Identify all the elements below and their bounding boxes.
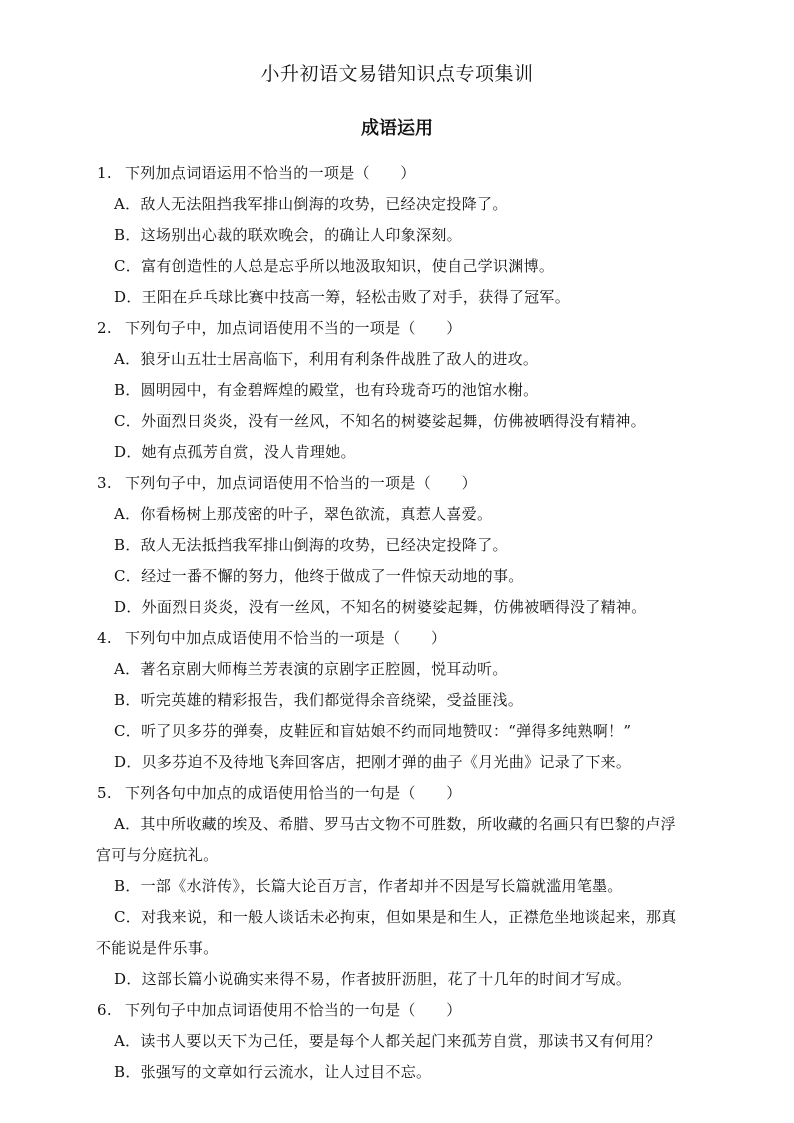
- question-number: 2.: [97, 319, 112, 337]
- question-number: 6.: [97, 1001, 112, 1019]
- question-number: 1.: [97, 164, 112, 182]
- question-option: B．听完英雄的精彩报告，我们都觉得余音绕梁，受益匪浅。: [114, 691, 524, 709]
- question-option: A．你看杨树上那茂密的叶子，翠色欲流，真惹人喜爱。: [114, 505, 493, 523]
- question-option: D．王阳在乒乓球比赛中技高一筹，轻松击败了对手，获得了冠军。: [114, 288, 571, 306]
- question-stem: [0, 158, 794, 189]
- question-option: D．这部长篇小说确实来得不易，作者披肝沥胆，花了十几年的时间才写成。: [114, 970, 632, 988]
- question-option: B．圆明园中，有金碧辉煌的殿堂，也有玲珑奇巧的池馆水榭。: [114, 381, 539, 399]
- question-option: B．张强写的文章如行云流水，让人过目不忘。: [114, 1063, 432, 1081]
- question-option: D．她有点孤芳自赏，没人肯理她。: [114, 443, 356, 461]
- question-option: A．读书人要以天下为己任，要是每个人都关起门来孤芳自赏，那读书又有何用？: [114, 1032, 661, 1050]
- question-number: 5.: [97, 784, 112, 802]
- question-stem: [0, 468, 794, 499]
- document-title: 小升初语文易错知识点专项集训: [260, 63, 534, 85]
- section-title: 成语运用: [361, 118, 433, 139]
- question-text: 下列句子中，加点词语使用不当的一项是（ ）: [125, 319, 462, 337]
- question-stem: [0, 778, 794, 809]
- question-text: 下列句中加点成语使用不恰当的一项是（ ）: [125, 629, 447, 647]
- question-option: C．富有创造性的人总是忘乎所以地汲取知识，使自己学识渊博。: [114, 257, 555, 275]
- question-stem: [0, 313, 794, 344]
- question-stem: [0, 623, 794, 654]
- question-option: D．贝多芬迫不及待地飞奔回客店，把刚才弹的曲子《月光曲》记录了下来。: [114, 753, 632, 771]
- question-option: B．这场别出心裁的联欢晚会，的确让人印象深刻。: [114, 226, 462, 244]
- question-number: 4.: [97, 629, 112, 647]
- question-stem: [0, 995, 794, 1026]
- question-text: 下列加点词语运用不恰当的一项是（ ）: [125, 164, 416, 182]
- question-text: 下列各句中加点的成语使用恰当的一句是（ ）: [125, 784, 462, 802]
- question-option-continuation: 宫可与分庭抗礼。: [96, 846, 219, 864]
- question-option: B．敌人无法抵挡我军排山倒海的攻势，已经决定投降了。: [114, 536, 508, 554]
- question-option: C．经过一番不懈的努力，他终于做成了一件惊天动地的事。: [114, 567, 524, 585]
- question-option: A．狼牙山五壮士居高临下，利用有利条件战胜了敌人的进攻。: [114, 350, 539, 368]
- question-option: D．外面烈日炎炎，没有一丝风，不知名的树婆娑起舞，仿佛被晒得没了精神。: [114, 598, 647, 616]
- question-option: A．敌人无法阻挡我军排山倒海的攻势，已经决定投降了。: [114, 195, 508, 213]
- question-text: 下列句子中加点词语使用不恰当的一句是（ ）: [125, 1001, 462, 1019]
- question-option-continuation: 不能说是件乐事。: [96, 939, 219, 957]
- question-option: C．外面烈日炎炎，没有一丝风，不知名的树婆娑起舞，仿佛被晒得没有精神。: [114, 412, 646, 430]
- question-option: A．其中所收藏的埃及、希腊、罗马古文物不可胜数，所收藏的名画只有巴黎的卢浮: [114, 815, 676, 833]
- question-option: C．听了贝多芬的弹奏，皮鞋匠和盲姑娘不约而同地赞叹：“弹得多纯熟啊！”: [114, 722, 632, 740]
- question-text: 下列句子中，加点词语使用不恰当的一项是（ ）: [125, 474, 477, 492]
- question-option: A．著名京剧大师梅兰芳表演的京剧字正腔圆，悦耳动听。: [114, 660, 508, 678]
- question-option: B．一部《水浒传》，长篇大论百万言，作者却并不因是写长篇就滥用笔墨。: [114, 877, 623, 895]
- question-option: C．对我来说，和一般人谈话未必拘束，但如果是和生人，正襟危坐地谈起来，那真: [114, 908, 677, 926]
- question-list: [0, 158, 794, 1088]
- question-number: 3.: [97, 474, 112, 492]
